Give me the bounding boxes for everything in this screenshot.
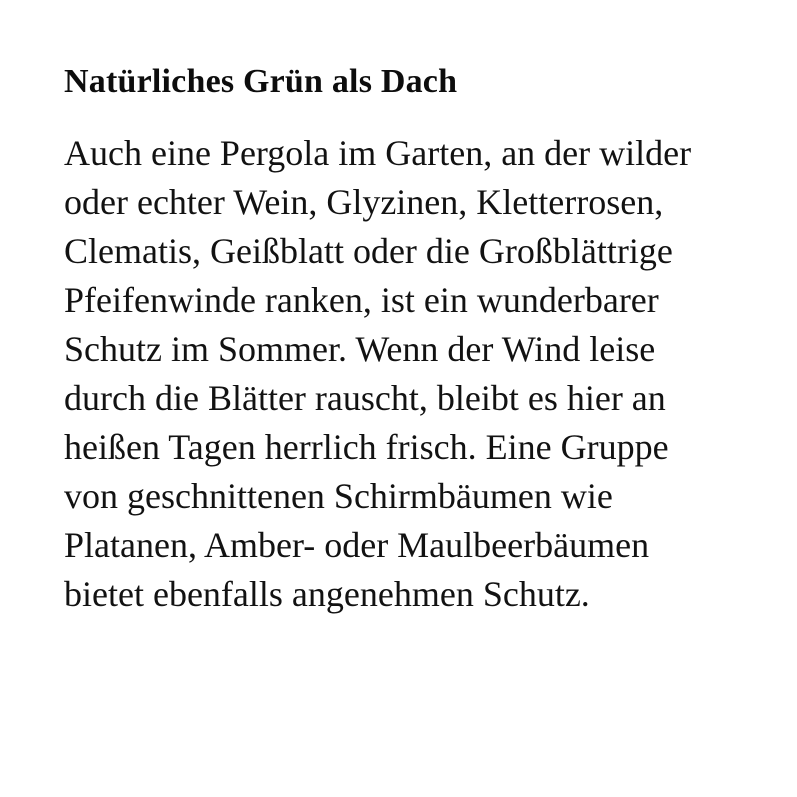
article-body-text: Auch eine Pergola im Garten, an der wilder oder echter Wein, Glyzinen, Kletterrosen, Clematis, Geißblatt oder die Großblättrige Pfeifenwinde ranken, ist ein wunderbarer Schutz im Sommer. Wenn der Wind leise durch die Blätter rauscht, bleibt es hier an heißen Tagen herrlich frisch. Eine Gruppe von geschnittenen Schirmbäumen wie Platanen, Amber- oder Maulbeerbäumen bietet ebenfalls angenehmen Schutz.: [64, 132, 692, 614]
page-title: Natürliches Grün als Dach: [64, 63, 458, 100]
